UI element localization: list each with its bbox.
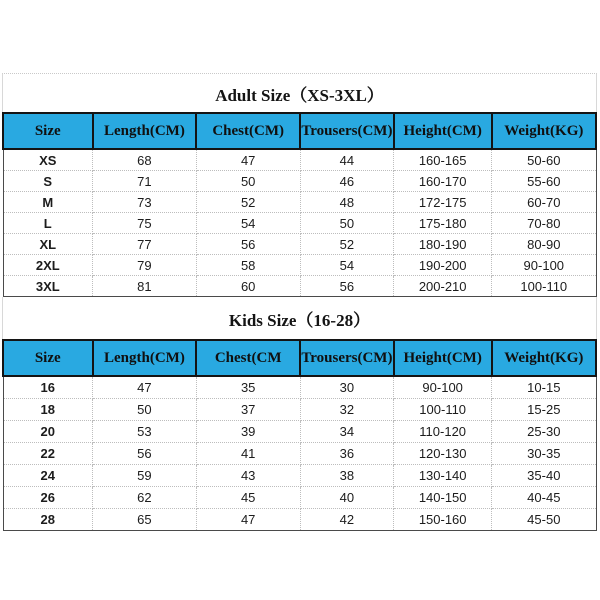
column-header: Size — [3, 340, 93, 376]
value-cell: 60 — [196, 276, 300, 297]
value-cell: 160-170 — [394, 171, 492, 192]
column-header: Size — [3, 113, 93, 149]
value-cell: 110-120 — [394, 421, 492, 443]
table-row — [3, 255, 596, 276]
size-cell: 22 — [3, 443, 93, 465]
column-header: Length(CM) — [93, 113, 197, 149]
value-cell: 52 — [196, 192, 300, 213]
value-cell: 79 — [93, 255, 197, 276]
column-header: Chest(CM) — [196, 113, 300, 149]
adult-section-title: Adult Size（XS-3XL） — [2, 73, 597, 112]
value-cell: 90-100 — [492, 255, 596, 276]
value-cell: 150-160 — [394, 509, 492, 531]
kids-size-table — [2, 339, 597, 531]
kids-table-body — [3, 376, 596, 531]
table-row — [3, 234, 596, 255]
value-cell: 50 — [93, 399, 197, 421]
table-row — [3, 213, 596, 234]
table-row — [3, 376, 596, 399]
value-cell: 81 — [93, 276, 197, 297]
value-cell: 47 — [196, 149, 300, 171]
size-chart-container — [2, 73, 597, 531]
value-cell: 140-150 — [394, 487, 492, 509]
value-cell: 30 — [300, 376, 394, 399]
table-row — [3, 487, 596, 509]
value-cell: 25-30 — [492, 421, 596, 443]
value-cell: 35-40 — [492, 465, 596, 487]
size-cell: XS — [3, 149, 93, 171]
size-cell: 2XL — [3, 255, 93, 276]
column-header: Height(CM) — [394, 340, 492, 376]
column-header: Weight(KG) — [492, 340, 596, 376]
column-header: Trousers(CM) — [300, 340, 394, 376]
value-cell: 71 — [93, 171, 197, 192]
value-cell: 55-60 — [492, 171, 596, 192]
value-cell: 100-110 — [394, 399, 492, 421]
value-cell: 56 — [93, 443, 197, 465]
header-row — [3, 340, 596, 376]
value-cell: 34 — [300, 421, 394, 443]
header-row — [3, 113, 596, 149]
size-cell: S — [3, 171, 93, 192]
column-header: Length(CM) — [93, 340, 197, 376]
adult-table-body — [3, 149, 596, 297]
value-cell: 100-110 — [492, 276, 596, 297]
value-cell: 53 — [93, 421, 197, 443]
value-cell: 50-60 — [492, 149, 596, 171]
column-header: Chest(CM — [196, 340, 300, 376]
value-cell: 38 — [300, 465, 394, 487]
value-cell: 39 — [196, 421, 300, 443]
value-cell: 180-190 — [394, 234, 492, 255]
table-row — [3, 509, 596, 531]
value-cell: 36 — [300, 443, 394, 465]
value-cell: 46 — [300, 171, 394, 192]
value-cell: 200-210 — [394, 276, 492, 297]
size-cell: 28 — [3, 509, 93, 531]
size-cell: XL — [3, 234, 93, 255]
value-cell: 77 — [93, 234, 197, 255]
value-cell: 41 — [196, 443, 300, 465]
kids-table-header — [3, 340, 596, 376]
value-cell: 50 — [196, 171, 300, 192]
value-cell: 75 — [93, 213, 197, 234]
value-cell: 32 — [300, 399, 394, 421]
value-cell: 172-175 — [394, 192, 492, 213]
table-row — [3, 276, 596, 297]
value-cell: 43 — [196, 465, 300, 487]
value-cell: 58 — [196, 255, 300, 276]
value-cell: 80-90 — [492, 234, 596, 255]
value-cell: 62 — [93, 487, 197, 509]
table-row — [3, 443, 596, 465]
value-cell: 47 — [196, 509, 300, 531]
table-row — [3, 149, 596, 171]
value-cell: 48 — [300, 192, 394, 213]
size-cell: 20 — [3, 421, 93, 443]
value-cell: 90-100 — [394, 376, 492, 399]
value-cell: 35 — [196, 376, 300, 399]
value-cell: 60-70 — [492, 192, 596, 213]
value-cell: 56 — [300, 276, 394, 297]
kids-section-title: Kids Size（16-28） — [2, 297, 597, 339]
value-cell: 42 — [300, 509, 394, 531]
value-cell: 50 — [300, 213, 394, 234]
size-cell: 16 — [3, 376, 93, 399]
value-cell: 175-180 — [394, 213, 492, 234]
size-cell: 18 — [3, 399, 93, 421]
table-row — [3, 171, 596, 192]
value-cell: 40 — [300, 487, 394, 509]
value-cell: 54 — [196, 213, 300, 234]
column-header: Weight(KG) — [492, 113, 596, 149]
value-cell: 59 — [93, 465, 197, 487]
size-cell: M — [3, 192, 93, 213]
value-cell: 47 — [93, 376, 197, 399]
value-cell: 45 — [196, 487, 300, 509]
value-cell: 120-130 — [394, 443, 492, 465]
size-cell: 24 — [3, 465, 93, 487]
table-row — [3, 421, 596, 443]
adult-table-header — [3, 113, 596, 149]
value-cell: 130-140 — [394, 465, 492, 487]
value-cell: 190-200 — [394, 255, 492, 276]
size-cell: 26 — [3, 487, 93, 509]
value-cell: 44 — [300, 149, 394, 171]
column-header: Trousers(CM) — [300, 113, 394, 149]
value-cell: 70-80 — [492, 213, 596, 234]
value-cell: 65 — [93, 509, 197, 531]
table-row — [3, 399, 596, 421]
size-cell: L — [3, 213, 93, 234]
table-row — [3, 465, 596, 487]
value-cell: 10-15 — [492, 376, 596, 399]
value-cell: 54 — [300, 255, 394, 276]
table-row — [3, 192, 596, 213]
value-cell: 56 — [196, 234, 300, 255]
size-cell: 3XL — [3, 276, 93, 297]
value-cell: 37 — [196, 399, 300, 421]
value-cell: 40-45 — [492, 487, 596, 509]
value-cell: 15-25 — [492, 399, 596, 421]
value-cell: 68 — [93, 149, 197, 171]
adult-size-table — [2, 112, 597, 297]
value-cell: 52 — [300, 234, 394, 255]
value-cell: 160-165 — [394, 149, 492, 171]
column-header: Height(CM) — [394, 113, 492, 149]
value-cell: 30-35 — [492, 443, 596, 465]
value-cell: 45-50 — [492, 509, 596, 531]
value-cell: 73 — [93, 192, 197, 213]
